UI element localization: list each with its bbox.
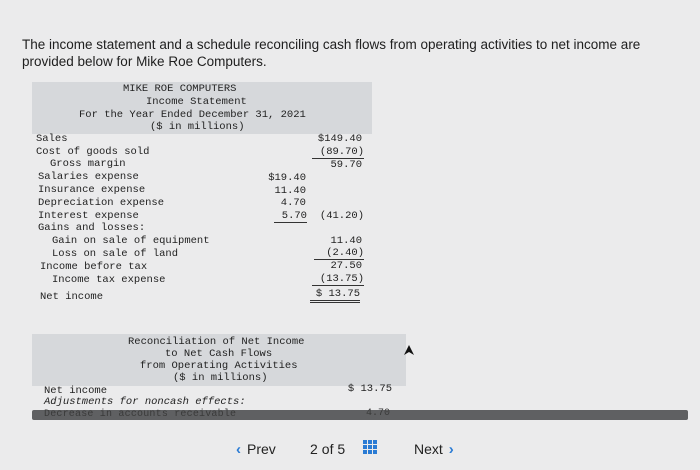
- gains-losses-label: Gains and losses:: [38, 222, 146, 234]
- company-name: MIKE ROE COMPUTERS: [123, 83, 237, 95]
- salaries-label: Salaries expense: [38, 171, 139, 183]
- next-label: Next: [414, 441, 443, 457]
- prev-label: Prev: [247, 441, 276, 457]
- statement-units: ($ in millions): [150, 121, 245, 133]
- tax-value: (13.75): [312, 273, 364, 286]
- chevron-left-icon: ‹: [236, 440, 241, 458]
- page-current: 2: [310, 441, 318, 457]
- cogs-value: (89.70): [312, 146, 364, 159]
- income-statement-header: [32, 82, 372, 134]
- tax-label: Income tax expense: [52, 274, 166, 286]
- net-income-label: Net income: [40, 291, 104, 303]
- page-of: of 5: [321, 441, 346, 457]
- reconciliation-title-line2: to Net Cash Flows: [165, 348, 273, 360]
- sales-label: Sales: [36, 133, 68, 145]
- reconciliation-title-line3: from Operating Activities: [140, 360, 298, 372]
- net-income-value: $ 13.75: [310, 288, 360, 303]
- reconciliation-units: ($ in millions): [173, 372, 268, 384]
- receivable-label: Decrease in accounts receivable: [44, 409, 237, 420]
- cogs-label: Cost of goods sold: [36, 146, 150, 158]
- loss-land-value: (2.40): [314, 247, 364, 260]
- next-button[interactable]: [414, 437, 460, 461]
- reconciliation-header: [32, 334, 406, 386]
- statement-title: Income Statement: [146, 96, 247, 108]
- gross-margin-label: Gross margin: [50, 158, 126, 170]
- grid-view-icon[interactable]: [363, 440, 377, 454]
- salaries-value: $19.40: [268, 172, 306, 184]
- statement-period: For the Year Ended December 31, 2021: [79, 109, 306, 121]
- depreciation-value: 4.70: [280, 197, 306, 209]
- rec-net-income-value: $ 13.75: [347, 383, 392, 395]
- reconciliation-title-line1: Reconciliation of Net Income: [128, 336, 305, 348]
- gain-equipment-label: Gain on sale of equipment: [52, 235, 210, 247]
- page-indicator: [310, 437, 345, 461]
- gross-margin-value: 59.70: [330, 159, 362, 171]
- chevron-right-icon: ›: [448, 440, 454, 458]
- intro-text: The income statement and a schedule reconciling cash flows from operating activities to net income are provided below for Mike Roe Computers.: [22, 37, 641, 69]
- insurance-value: 11.40: [274, 185, 306, 197]
- insurance-label: Insurance expense: [38, 184, 146, 196]
- receivable-value: 4.70: [366, 408, 391, 419]
- income-before-tax-label: Income before tax: [40, 261, 148, 273]
- interest-value: 5.70: [274, 210, 307, 223]
- adjustments-label: Adjustments for noncash effects:: [44, 396, 246, 408]
- income-before-tax-value: 27.50: [330, 260, 362, 272]
- prev-button[interactable]: [230, 437, 276, 461]
- depreciation-label: Depreciation expense: [38, 197, 165, 209]
- rec-net-income-label: Net income: [44, 385, 108, 397]
- gain-equipment-value: 11.40: [330, 235, 362, 247]
- loss-land-label: Loss on sale of land: [52, 248, 179, 260]
- sales-value: $149.40: [317, 133, 362, 145]
- mouse-cursor-icon: [403, 344, 415, 356]
- expenses-total: (41.20): [319, 210, 364, 222]
- interest-label: Interest expense: [38, 210, 139, 222]
